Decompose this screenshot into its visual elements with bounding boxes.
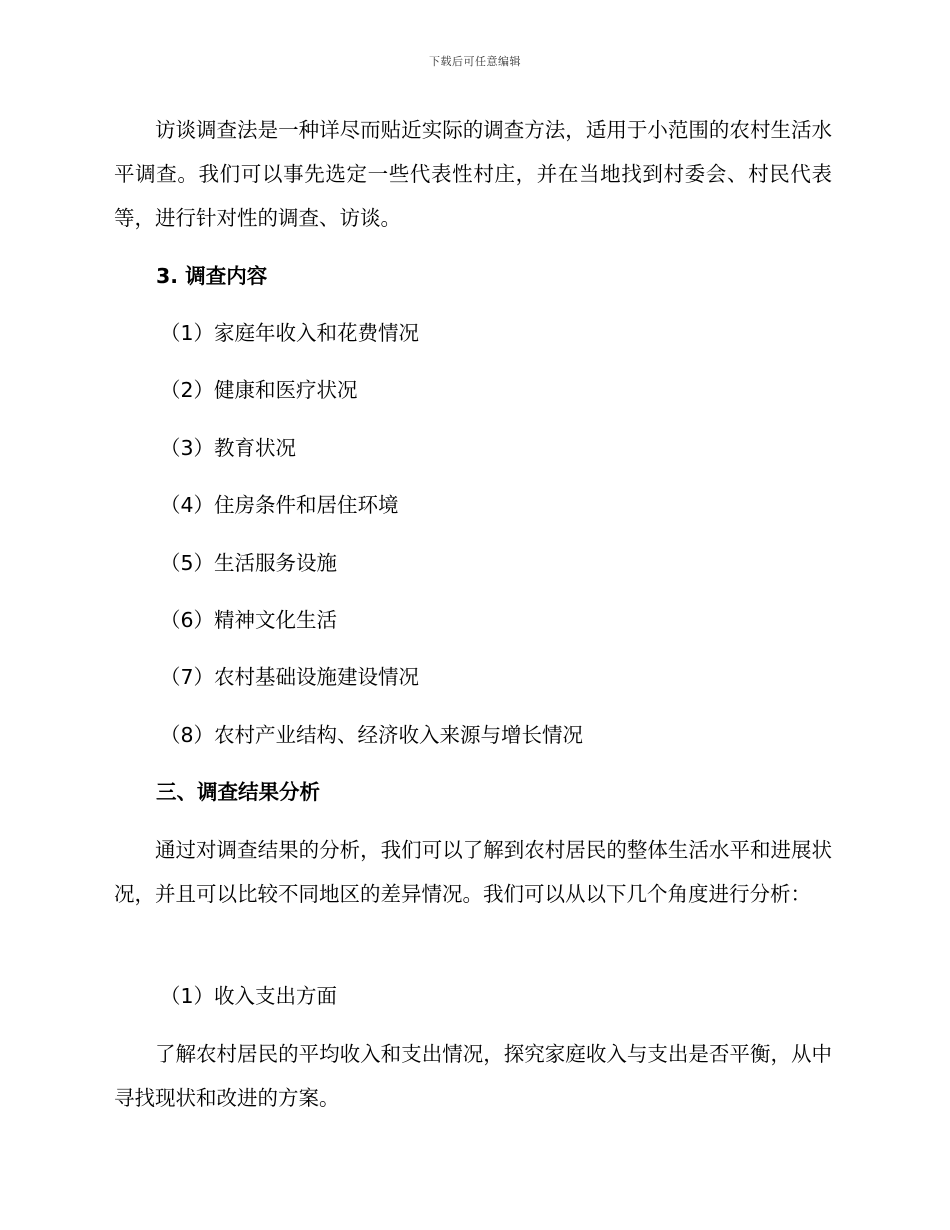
list-item: （6）精神文化生活 [160,608,338,632]
section-heading-analysis: 三、调查结果分析 [156,780,320,804]
section-heading-survey-content: 3. 调查内容 [156,264,268,288]
list-item: （8）农村产业结构、经济收入来源与增长情况 [160,723,584,747]
sub-item-income-expense: （1）收入支出方面 [160,984,338,1008]
list-item: （5）生活服务设施 [160,551,338,575]
paragraph-interview-method: 访谈调查法是一种详尽而贴近实际的调查方法，适用于小范围的农村生活水平调查。我们可以事先选定一些代表性村庄，并在当地找到村委会、村民代表等，进行针对性的调查、访谈。 [114,118,832,230]
list-item: （1）家庭年收入和花费情况 [160,321,420,345]
list-item: （3）教育状况 [160,436,297,460]
page-header: 下载后可任意编辑 [429,55,521,68]
list-item: （4）住房条件和居住环境 [160,493,399,517]
list-item: （7）农村基础设施建设情况 [160,665,420,689]
paragraph-income-expense-detail: 了解农村居民的平均收入和支出情况，探究家庭收入与支出是否平衡，从中寻找现状和改进的方案。 [114,1042,832,1110]
list-item: （2）健康和医疗状况 [160,378,358,402]
paragraph-analysis-intro: 通过对调查结果的分析，我们可以了解到农村居民的整体生活水平和进展状况，并且可以比较不同地区的差异情况。我们可以从以下几个角度进行分析： [114,838,832,906]
